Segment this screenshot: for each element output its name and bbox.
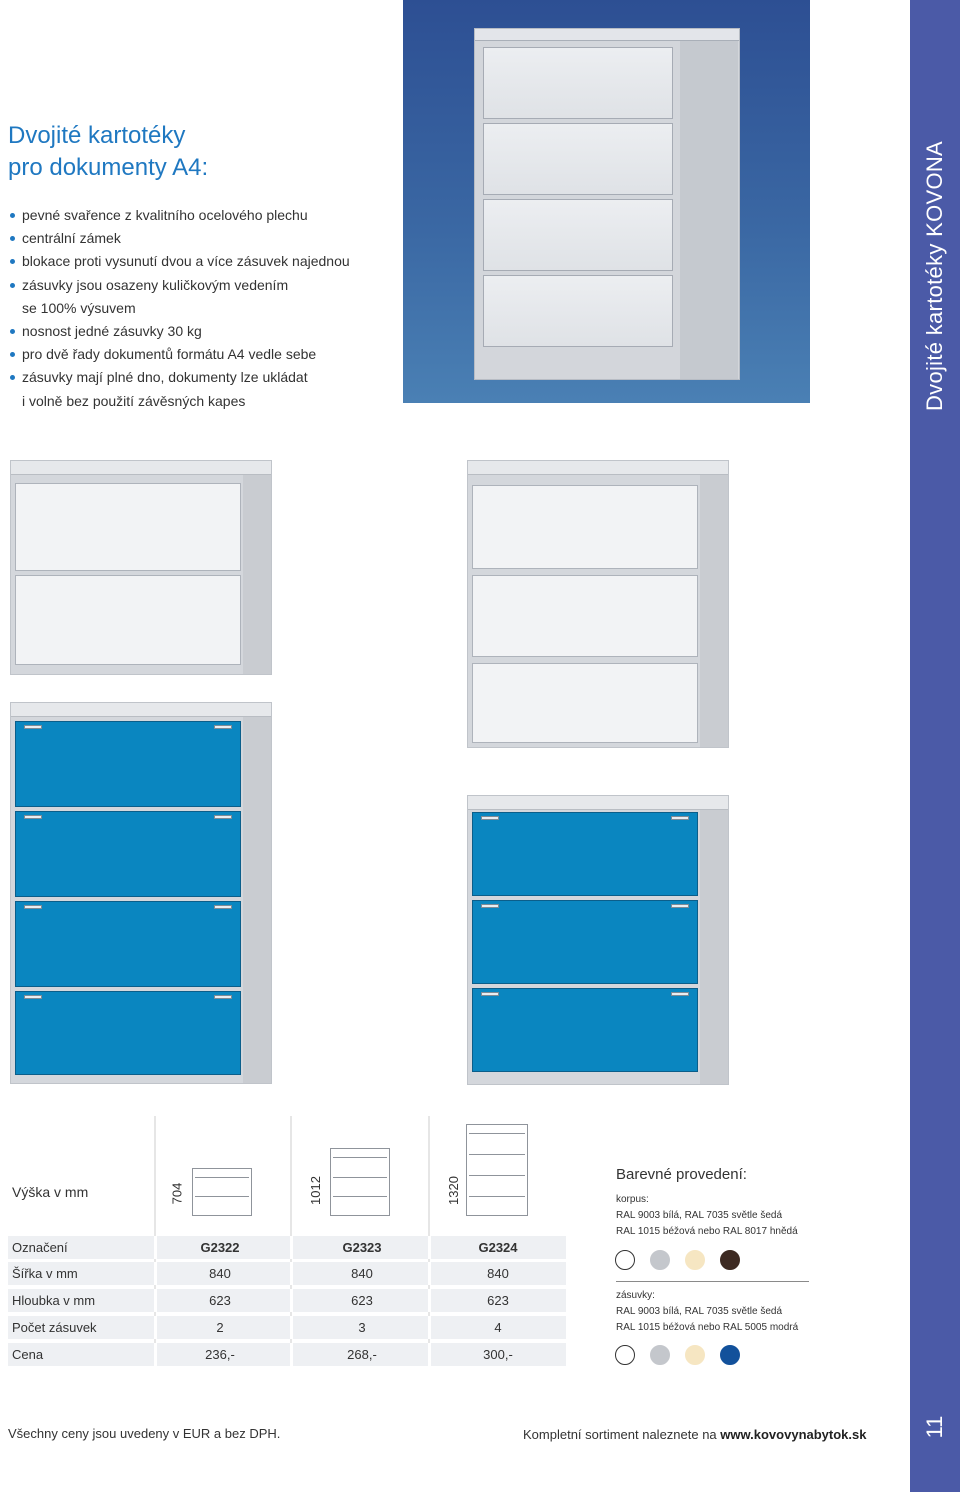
height-value: 1320	[445, 1176, 461, 1205]
cabinet-top	[475, 29, 739, 41]
cabinet-illustration	[474, 28, 740, 380]
table-row: Šířka v mm 840 840 840	[8, 1262, 566, 1285]
drawer-front	[15, 901, 241, 987]
drawer-front	[15, 991, 241, 1075]
cabinet-g2324-blue	[10, 702, 272, 1084]
cabinet-side	[700, 810, 728, 1084]
page-number: 11	[922, 1415, 947, 1439]
swatch-body-white	[615, 1250, 635, 1270]
mini-cabinet-icon	[330, 1148, 390, 1216]
color-options	[616, 1166, 816, 1240]
feature-item: zásuvky jsou osazeny kuličkovým vedením	[10, 274, 350, 297]
swatch-drawer-beige	[685, 1345, 705, 1365]
drawer-handle	[24, 725, 42, 729]
cabinet-side	[243, 717, 271, 1083]
table-row: Cena 236,- 268,- 300,-	[8, 1343, 566, 1366]
drawer-label: zásuvky:	[616, 1290, 655, 1301]
drawer-front	[483, 47, 673, 119]
assortment-note: Kompletní sortiment naleznete na www.kovovynabytok.sk	[523, 1427, 867, 1442]
drawer-handle	[481, 992, 499, 996]
drawer-front	[472, 663, 698, 743]
drawer-front	[472, 575, 698, 657]
drawer-colors-line: RAL 9003 bílá, RAL 7035 světle šedá	[616, 1306, 783, 1317]
cabinet-g2323-blue	[467, 795, 729, 1085]
body-colors-line: RAL 9003 bílá, RAL 7035 světle šedá	[616, 1210, 783, 1221]
drawer-front	[472, 900, 698, 984]
drawer-handle	[671, 816, 689, 820]
spec-table	[8, 1116, 568, 1370]
feature-item: pevné svařence z kvalitního ocelového plechu	[10, 204, 350, 227]
drawer-color-options	[616, 1288, 816, 1336]
drawer-handle	[214, 725, 232, 729]
cabinet-top	[468, 461, 728, 475]
drawer-front	[15, 483, 241, 571]
color-title: Barevné provedení:	[616, 1166, 747, 1183]
table-row: Označení G2322 G2323 G2324	[8, 1236, 566, 1259]
swatch-drawer-white	[615, 1345, 635, 1365]
cabinet-top	[11, 461, 271, 475]
height-label: Výška v mm	[12, 1184, 89, 1200]
cabinet-g2323-grey	[467, 460, 729, 748]
table-row: Počet zásuvek 2 3 4	[8, 1316, 566, 1339]
drawer-handle	[671, 904, 689, 908]
cabinet-top	[468, 796, 728, 810]
swatch-drawer-grey	[650, 1345, 670, 1365]
divider	[616, 1281, 809, 1282]
drawer-front	[483, 275, 673, 347]
cabinet-top	[11, 703, 271, 717]
drawer-handle	[24, 905, 42, 909]
drawer-colors-line: RAL 1015 béžová nebo RAL 5005 modrá	[616, 1322, 799, 1333]
drawer-front	[472, 988, 698, 1072]
drawer-front	[15, 575, 241, 665]
mini-cabinet-icon	[192, 1168, 252, 1216]
mini-cabinet-icon	[466, 1124, 528, 1216]
page-title: Dvojité kartotéky pro dokumenty A4:	[8, 122, 209, 181]
cabinet-side	[243, 475, 271, 674]
drawer-handle	[24, 995, 42, 999]
feature-item: blokace proti vysunutí dvou a více zásuvek najednou	[10, 250, 350, 273]
price-note: Všechny ceny jsou uvedeny v EUR a bez DPH.	[8, 1426, 281, 1441]
swatch-body-beige	[685, 1250, 705, 1270]
cabinet-side	[700, 475, 728, 747]
drawer-handle	[214, 815, 232, 819]
drawer-handle	[481, 816, 499, 820]
website-link[interactable]: www.kovovynabytok.sk	[720, 1427, 867, 1442]
drawer-front	[15, 811, 241, 897]
product-photo	[403, 0, 810, 403]
drawer-front	[15, 721, 241, 807]
feature-item-continued: i volně bez použití závěsných kapes	[22, 392, 246, 409]
drawer-front	[483, 199, 673, 271]
body-colors-line: RAL 1015 béžová nebo RAL 8017 hnědá	[616, 1226, 798, 1237]
drawer-handle	[214, 905, 232, 909]
side-title: Dvojité kartotéky KOVONA	[922, 140, 947, 412]
drawer-handle	[481, 904, 499, 908]
drawer-handle	[214, 995, 232, 999]
feature-item-continued: se 100% výsuvem	[22, 299, 136, 316]
drawer-handle	[24, 815, 42, 819]
drawer-front	[472, 812, 698, 896]
drawer-front	[472, 485, 698, 569]
drawer-front	[483, 123, 673, 195]
feature-list	[10, 204, 350, 413]
swatch-drawer-blue	[720, 1345, 740, 1365]
table-row: Hloubka v mm 623 623 623	[8, 1289, 566, 1312]
feature-item: pro dvě řady dokumentů formátu A4 vedle sebe	[10, 343, 350, 366]
feature-item: zásuvky mají plné dno, dokumenty lze ukládat	[10, 366, 350, 389]
drawer-handle	[671, 992, 689, 996]
swatch-body-grey	[650, 1250, 670, 1270]
height-value: 704	[169, 1182, 185, 1205]
height-value: 1012	[307, 1176, 323, 1205]
swatch-body-brown	[720, 1250, 740, 1270]
body-label: korpus:	[616, 1194, 649, 1205]
cabinet-side	[680, 41, 738, 379]
feature-item: nosnost jedné zásuvky 30 kg	[10, 320, 350, 343]
cabinet-g2322-grey	[10, 460, 272, 675]
feature-item: centrální zámek	[10, 227, 350, 250]
